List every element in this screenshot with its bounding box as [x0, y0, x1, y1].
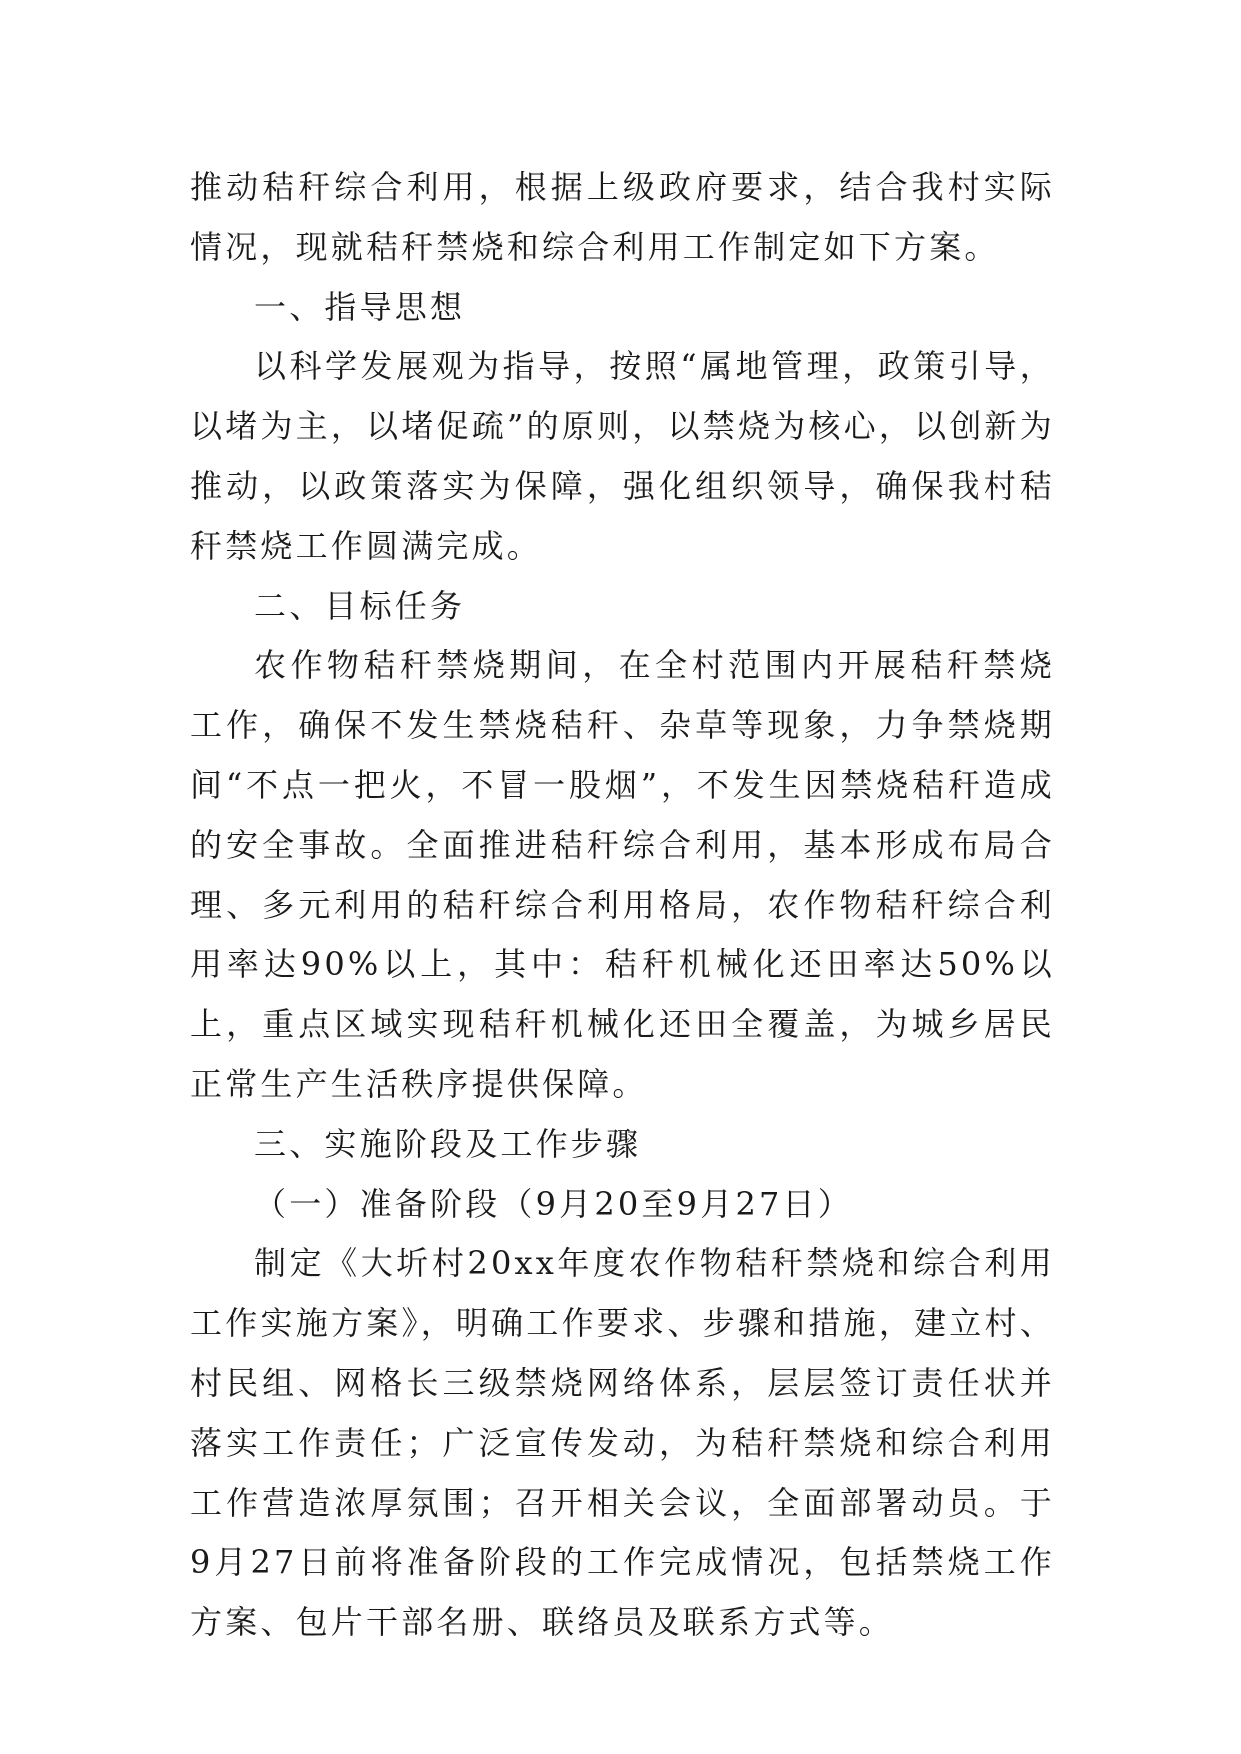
- paragraph-guiding-ideology: 以科学发展观为指导，按照“属地管理，政策引导，以堵为主，以堵促疏”的原则，以禁烧为核心，以创新为推动，以政策落实为保障，强化组织领导，确保我村秸秆禁烧工作圆满完成。: [190, 347, 1055, 565]
- section-heading-guiding-ideology: 一、指导思想: [254, 287, 466, 326]
- paragraph-intro-continuation: 推动秸秆综合利用，根据上级政府要求，结合我村实际情况，现就秸秆禁烧和综合利用工作制定如下方案。: [190, 168, 1055, 266]
- document-page: [190, 158, 1055, 1653]
- section-heading-implementation-stages: 三、实施阶段及工作步骤: [254, 1124, 642, 1163]
- subsection-heading-preparation-stage: （一）准备阶段（9月20至9月27日）: [254, 1184, 853, 1223]
- section-heading-goals-tasks: 二、目标任务: [254, 586, 466, 625]
- paragraph-preparation-stage: 制定《大圻村20xx年度农作物秸秆禁烧和综合利用工作实施方案》，明确工作要求、步骤和措施，建立村、村民组、网格长三级禁烧网络体系，层层签订责任状并落实工作责任；广泛宣传发动，为秸秆禁烧和综合利用工作营造浓厚氛围；召开相关会议，全面部署动员。于9月27日前将准备阶段的工作完成情况，包括禁烧工作方案、包片干部名册、联络员及联系方式等。: [190, 1244, 1055, 1642]
- paragraph-goals-tasks: 农作物秸秆禁烧期间，在全村范围内开展秸秆禁烧工作，确保不发生禁烧秸秆、杂草等现象，力争禁烧期间“不点一把火，不冒一股烟”，不发生因禁烧秸秆造成的安全事故。全面推进秸秆综合利用，基本形成布局合理、多元利用的秸秆综合利用格局，农作物秸秆综合利用率达90%以上，其中：秸秆机械化还田率达50%以上，重点区域实现秸秆机械化还田全覆盖，为城乡居民正常生产生活秩序提供保障。: [190, 646, 1055, 1103]
